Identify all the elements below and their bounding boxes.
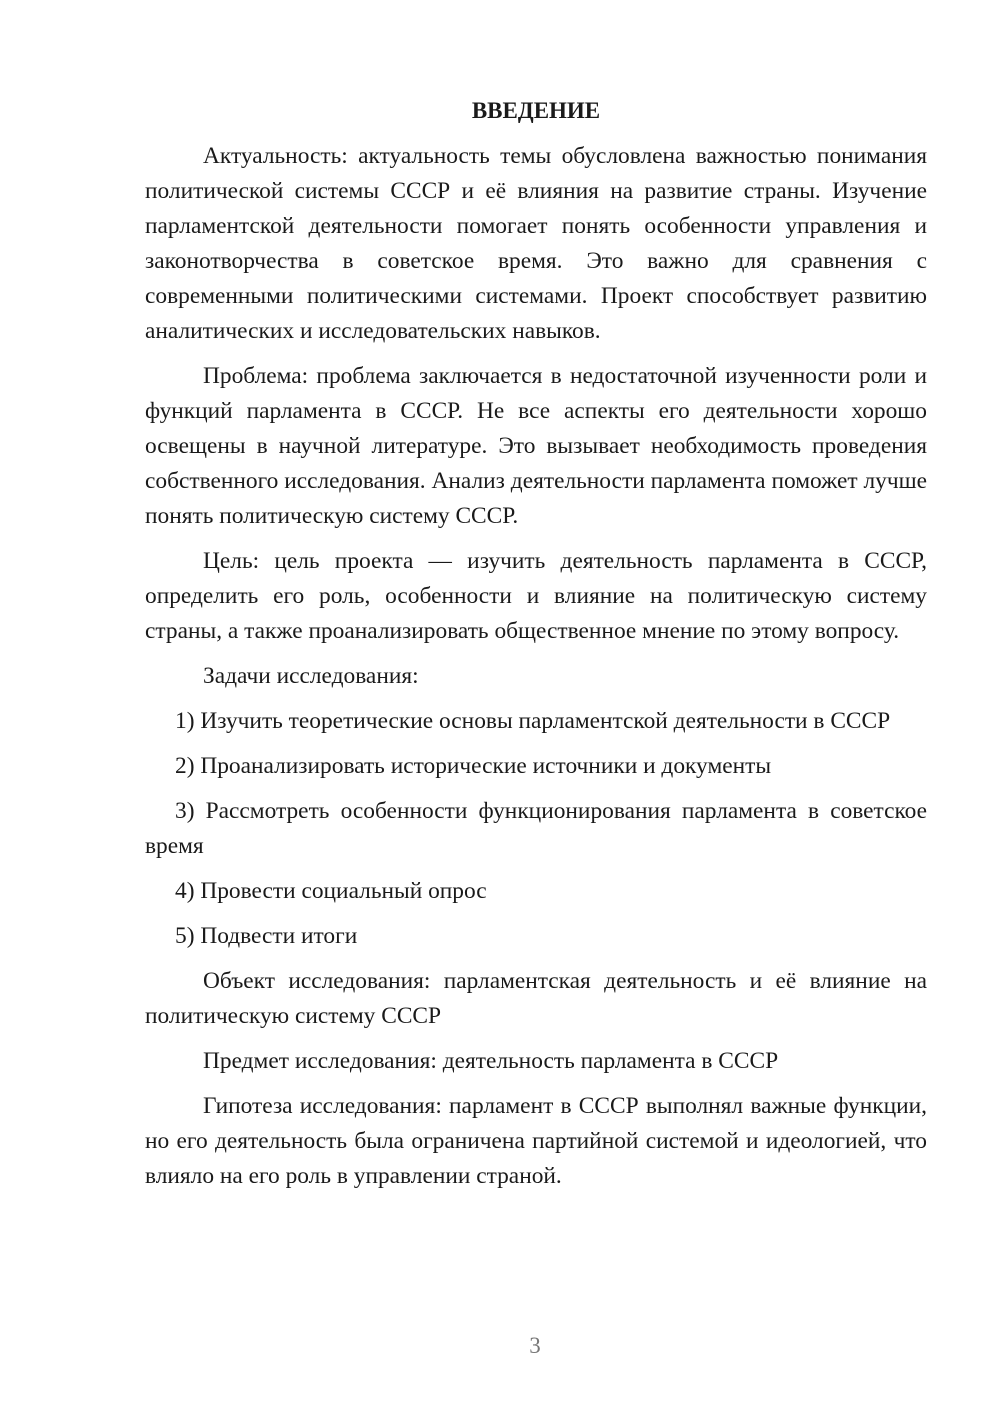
object-paragraph: Объект исследования: парламентская деятельность и её влияние на политическую систему СССР [145, 968, 927, 1029]
relevance-paragraph: Актуальность: актуальность темы обусловлена важностью понимания политической системы СССР и её влияния на развитие страны. Изучение парламентской деятельности помогает понять особенности управления и законотворчества в советское время. Это важно для сравнения с современными политическими системами. Проект способствует развитию аналитических и исследовательских навыков. [145, 143, 927, 344]
subject-paragraph: Предмет исследования: деятельность парламента в СССР [203, 1048, 779, 1074]
page-content [145, 96, 927, 1204]
list-item: 4) Провести социальный опрос [175, 878, 487, 904]
section-title: ВВЕДЕНИЕ [471, 98, 601, 123]
list-item: 2) Проанализировать исторические источники и документы [175, 753, 772, 779]
tasks-list [145, 704, 927, 954]
tasks-heading: Задачи исследования: [203, 663, 419, 689]
problem-paragraph: Проблема: проблема заключается в недостаточной изученности роли и функций парламента в СССР. Не все аспекты его деятельности хорошо освещены в научной литературе. Это вызывает необходимость проведения собственного исследования. Анализ деятельности парламента поможет лучше понять политическую систему СССР. [145, 363, 927, 529]
list-item: 3) Рассмотреть особенности функционирования парламента в советское время [145, 798, 927, 859]
page-number: 3 [529, 1333, 541, 1358]
list-item: 5) Подвести итоги [175, 923, 358, 949]
list-item: 1) Изучить теоретические основы парламентской деятельности в СССР [175, 708, 891, 734]
goal-paragraph: Цель: цель проекта — изучить деятельность парламента в СССР, определить его роль, особенности и влияние на политическую систему страны, а также проанализировать общественное мнение по этому вопросу. [145, 548, 927, 644]
hypothesis-paragraph: Гипотеза исследования: парламент в СССР выполнял важные функции, но его деятельность была ограничена партийной системой и идеологией, что влияло на его роль в управлении страной. [145, 1093, 927, 1189]
